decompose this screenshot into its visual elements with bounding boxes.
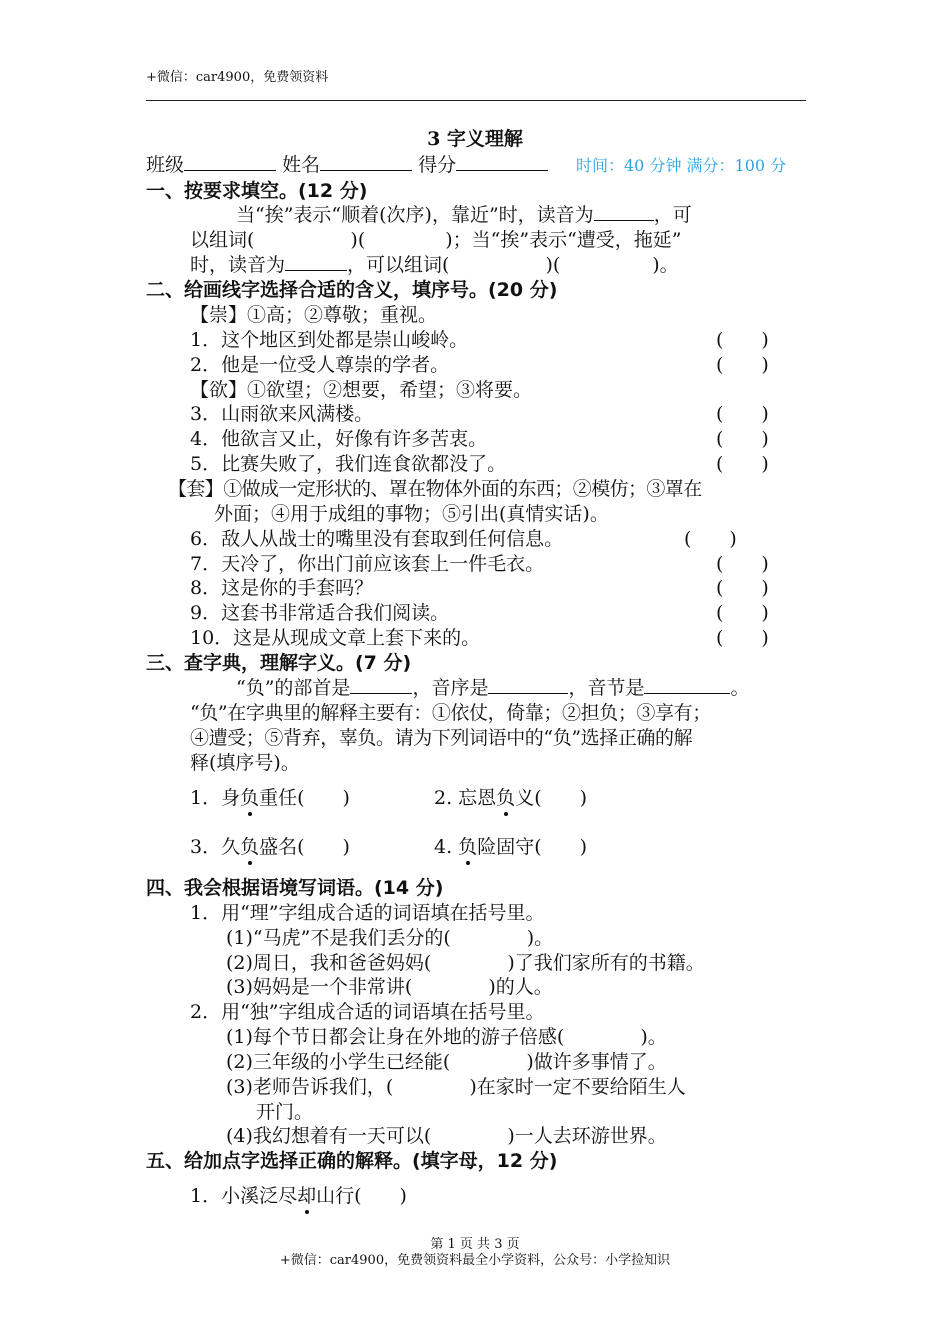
section-3-heading: 三、查字典，理解字义。(7 分) [146, 652, 412, 674]
dotted-char: 负 [458, 832, 477, 859]
sec1-text: )( [350, 229, 366, 251]
question-3: 3．山雨欲来风满楼。 [190, 403, 374, 425]
word-text: 重任( ) [259, 787, 350, 809]
class-blank[interactable] [184, 154, 276, 171]
score-blank[interactable] [456, 154, 548, 171]
sec3-line2: “负”在字典里的解释主要有：①依仗，倚靠；②担负；③享有； [190, 702, 711, 724]
word-text: 义( ) [515, 787, 588, 809]
class-label: 班级 [146, 154, 185, 176]
sec4-item-2-1[interactable]: (1)每个节日都会让身在外地的游子倍感( )。 [226, 1026, 667, 1048]
sec3-line4: 释(填序号)。 [190, 752, 300, 774]
index-letter-blank[interactable] [488, 677, 568, 694]
syllable-blank[interactable] [644, 677, 730, 694]
pinyin-blank-2[interactable] [285, 254, 347, 271]
question-2: 2．他是一位受人尊崇的学者。 [190, 354, 450, 376]
answer-paren-5[interactable]: ( ) [716, 453, 769, 475]
sec4-item-2-3[interactable]: (3)老师告诉我们，( )在家时一定不要给陌生人 [226, 1076, 686, 1098]
answer-paren-9[interactable]: ( ) [716, 602, 769, 624]
sec4-part1: 1．用“理”字组成合适的词语填在括号里。 [190, 902, 545, 924]
sec4-part2: 2．用“独”字组成合适的词语填在括号里。 [190, 1001, 545, 1023]
sec3-text: ，音节是 [568, 677, 645, 699]
answer-paren-8[interactable]: ( ) [716, 577, 769, 599]
answer-paren-10[interactable]: ( ) [716, 627, 769, 649]
word-item-4[interactable] [434, 832, 587, 859]
footer-watermark: +微信：car4900，免费领资料最全小学资料，公众号：小学捡知识 [279, 1253, 671, 1268]
section-2-heading: 二、给画线字选择合适的含义，填序号。(20 分) [146, 279, 558, 301]
sec4-item-2-3-cont: 开门。 [256, 1101, 314, 1123]
sec1-line3 [190, 250, 679, 277]
sec1-text: 以组词( [190, 229, 255, 251]
question-1: 1．这个地区到处都是崇山峻岭。 [190, 329, 469, 351]
word-item-2[interactable] [434, 783, 587, 810]
sec4-item-1-2[interactable]: (2)周日，我和爸爸妈妈( )了我们家所有的书籍。 [226, 952, 705, 974]
answer-paren-1[interactable]: ( ) [716, 329, 769, 351]
sec4-item-1-1[interactable]: (1)“马虎”不是我们丢分的( )。 [226, 927, 554, 949]
answer-paren-2[interactable]: ( ) [716, 354, 769, 376]
word-text: 4. [434, 836, 459, 858]
dotted-char: 负 [496, 783, 515, 810]
info-line [146, 150, 548, 177]
word-text: 险固守( ) [477, 836, 588, 858]
question-9: 9．这套书非常适合我们阅读。 [190, 602, 450, 624]
word-text: 3．久 [190, 836, 241, 858]
section-5-heading: 五、给加点字选择正确的解释。(填字母，12 分) [146, 1150, 558, 1172]
answer-paren-3[interactable]: ( ) [716, 403, 769, 425]
sec1-text: ，可以组词( [347, 254, 450, 276]
question-text: 1．小溪泛尽 [190, 1185, 298, 1207]
definition-yu: 【欲】①欲望；②想要，希望；③将要。 [190, 379, 533, 401]
sec4-item-2-2[interactable]: (2)三年级的小学生已经能( )做许多事情了。 [226, 1051, 667, 1073]
question-10: 10．这是从现成文章上套下来的。 [190, 627, 481, 649]
header-watermark: +微信：car4900，免费领资料 [146, 70, 329, 85]
section-1-heading: 一、按要求填空。(12 分) [146, 180, 368, 202]
sec4-item-1-3[interactable]: (3)妈妈是一个非常讲( )的人。 [226, 976, 553, 998]
definition-tao: 【套】①做成一定形状的、罩在物体外面的东西；②模仿；③罩在 [168, 478, 702, 500]
time-score-label: 时间：40 分钟 满分：100 分 [576, 156, 787, 175]
word-text: 1．身 [190, 787, 241, 809]
radical-blank[interactable] [350, 677, 412, 694]
question-5: 5．比赛失败了，我们连食欲都没了。 [190, 453, 507, 475]
sec1-text: 当“挨”表示“顺着(次序)，靠近”时，读音为 [236, 204, 594, 226]
sec1-text: )；当“挨”表示“遭受，拖延” [445, 229, 682, 251]
sec3-line3: ④遭受；⑤背弃，辜负。请为下列词语中的“负”选择正确的解 [190, 727, 693, 749]
dotted-char: 却 [297, 1181, 316, 1208]
sec3-text: “负”的部首是 [236, 677, 351, 699]
sec1-line1 [236, 200, 692, 227]
sec5-question-1[interactable] [190, 1181, 407, 1208]
sec1-text: )( [545, 254, 561, 276]
page-title: 3 字义理解 [427, 128, 523, 150]
definition-tao-cont: 外面；④用于成组的事物；⑤引出(真情实话)。 [214, 503, 609, 525]
word-item-1[interactable] [190, 783, 350, 810]
sec3-text: 。 [730, 677, 750, 699]
sec1-text: 时，读音为 [190, 254, 286, 276]
sec1-line2 [190, 225, 682, 252]
pinyin-blank-1[interactable] [594, 204, 654, 221]
word-text: 盛名( ) [259, 836, 350, 858]
dotted-char: 负 [240, 832, 259, 859]
sec4-item-2-4[interactable]: (4)我幻想着有一天可以( )一人去环游世界。 [226, 1125, 667, 1147]
sec1-text: )。 [652, 254, 679, 276]
score-label: 得分 [418, 154, 457, 176]
dotted-char: 负 [240, 783, 259, 810]
question-6: 6．敌人从战士的嘴里没有套取到任何信息。 [190, 528, 564, 550]
question-8: 8．这是你的手套吗？ [190, 577, 374, 599]
section-4-heading: 四、我会根据语境写词语。(14 分) [146, 877, 444, 899]
word-text: 2. 忘恩 [434, 787, 497, 809]
page-number: 第 1 页 共 3 页 [430, 1237, 520, 1252]
question-7: 7．天冷了，你出门前应该套上一件毛衣。 [190, 553, 545, 575]
definition-chong: 【崇】①高；②尊敬；重视。 [190, 304, 438, 326]
name-blank[interactable] [320, 154, 412, 171]
word-item-3[interactable] [190, 832, 350, 859]
answer-paren-6[interactable]: ( ) [684, 528, 737, 550]
sec3-line1 [236, 673, 749, 700]
sec3-text: ，音序是 [412, 677, 489, 699]
answer-paren-7[interactable]: ( ) [716, 553, 769, 575]
question-text: 山行( ) [316, 1185, 407, 1207]
question-4: 4．他欲言又止，好像有许多苦衷。 [190, 428, 488, 450]
name-label: 姓名 [282, 154, 321, 176]
sec1-text: ，可 [653, 204, 692, 226]
header-divider [146, 100, 806, 101]
answer-paren-4[interactable]: ( ) [716, 428, 769, 450]
